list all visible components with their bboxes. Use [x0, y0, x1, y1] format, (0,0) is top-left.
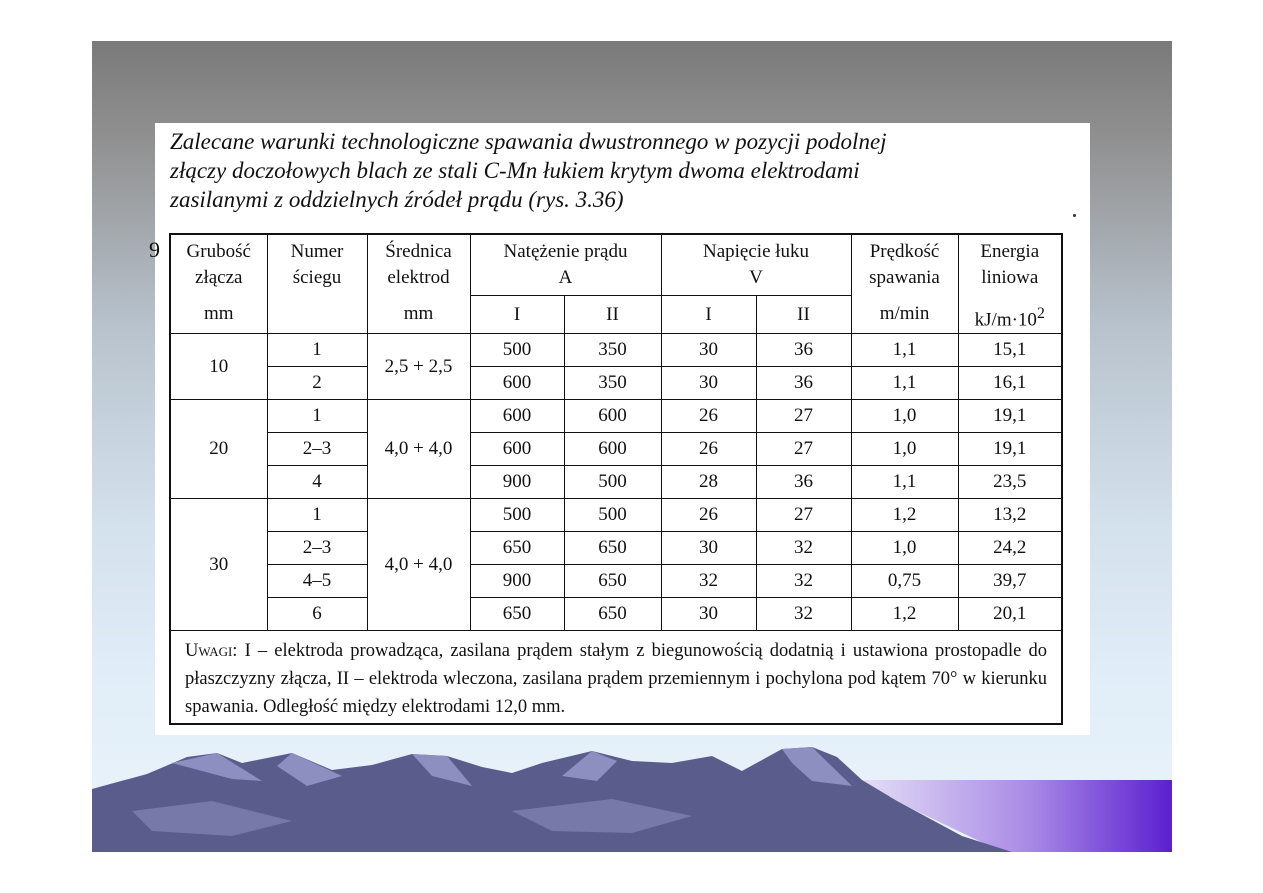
cell-speed: 1,1: [851, 334, 958, 367]
header-unit-sup: 2: [1036, 305, 1045, 322]
cell-voltage-II: 27: [756, 499, 851, 532]
cell-voltage-II: 32: [756, 532, 851, 565]
cell-speed: 1,0: [851, 433, 958, 466]
cell-srednica: 2,5 + 2,5: [367, 334, 470, 400]
header-unit: mm: [203, 303, 234, 324]
cell-energy: 19,1: [958, 433, 1062, 466]
cell-current-II: 600: [564, 400, 661, 433]
header-text: A: [558, 267, 573, 289]
table-row: [170, 598, 1062, 631]
cell-voltage-I: 26: [661, 433, 756, 466]
subheader-current-II: II: [564, 296, 661, 334]
cell-grubosc: 10: [170, 334, 267, 400]
cell-voltage-II: 27: [756, 400, 851, 433]
cell-voltage-I: 28: [661, 466, 756, 499]
header-text: spawania: [869, 267, 940, 288]
cell-voltage-I: 30: [661, 598, 756, 631]
table-row: [170, 499, 1062, 532]
cell-energy: 23,5: [958, 466, 1062, 499]
cell-current-II: 350: [564, 334, 661, 367]
cell-speed: 1,0: [851, 532, 958, 565]
table-row: [170, 466, 1062, 499]
cell-speed: 1,1: [851, 466, 958, 499]
table-row: [170, 433, 1062, 466]
cell-speed: 1,2: [851, 499, 958, 532]
cell-voltage-I: 30: [661, 334, 756, 367]
header-natezenie: [470, 234, 661, 296]
header-energia: [958, 234, 1062, 334]
header-numer: [267, 234, 367, 334]
notes-row: [170, 631, 1062, 725]
header-text: Grubość: [186, 241, 251, 262]
cell-voltage-I: 30: [661, 532, 756, 565]
cell-scieg: 4: [267, 466, 367, 499]
cell-energy: 39,7: [958, 565, 1062, 598]
subheader-voltage-I: I: [661, 296, 756, 334]
scanned-table-image: [149, 123, 1090, 735]
header-text: liniowa: [981, 267, 1039, 288]
header-unit: m/min: [879, 303, 930, 324]
cell-current-I: 900: [470, 466, 564, 499]
cell-speed: 1,0: [851, 400, 958, 433]
notes-text: I – elektroda prowadząca, zasilana prądem stałym z biegunowością dodatnią i ustawiona prostopadle do płaszczyzny złącza, II – elektroda wleczona, zasilana prądem przemiennym i pochylona pod kątem 70° w kierunku spawania. Odległość między elektrodami 12,0 mm.: [185, 641, 1048, 718]
cell-current-I: 500: [470, 499, 564, 532]
header-napiecie: [661, 234, 851, 296]
cell-speed: 0,75: [851, 565, 958, 598]
cell-scieg: 4–5: [267, 565, 367, 598]
cell-voltage-II: 36: [756, 466, 851, 499]
cell-energy: 20,1: [958, 598, 1062, 631]
header-row: [170, 234, 1062, 296]
cell-current-I: 600: [470, 433, 564, 466]
cell-current-II: 500: [564, 466, 661, 499]
cell-energy: 13,2: [958, 499, 1062, 532]
caption-line: Zalecane warunki technologiczne spawania dwustronnego w pozycji podolnej: [170, 129, 887, 154]
caption-line: zasilanymi z oddzielnych źródeł prądu (rys. 3.36): [170, 187, 624, 212]
cell-current-I: 650: [470, 598, 564, 631]
cell-scieg: 2–3: [267, 433, 367, 466]
cell-current-I: 650: [470, 532, 564, 565]
cell-current-I: 500: [470, 334, 564, 367]
header-text: Energia: [980, 241, 1040, 262]
header-text: Średnica: [385, 241, 452, 262]
cell-grubosc: 30: [170, 499, 267, 631]
header-text: Napięcie łuku: [702, 241, 810, 263]
header-text: złącza: [195, 267, 243, 288]
cell-current-II: 650: [564, 565, 661, 598]
table-body: [170, 334, 1062, 631]
cell-scieg: 2–3: [267, 532, 367, 565]
header-unit: [959, 301, 1062, 333]
cell-current-II: 650: [564, 532, 661, 565]
subheader-voltage-II: II: [756, 296, 851, 334]
header-grubosc: [170, 234, 267, 334]
cell-current-I: 600: [470, 400, 564, 433]
header-unit-text: kJ/m·10: [974, 309, 1037, 331]
cell-current-II: 650: [564, 598, 661, 631]
cell-scieg: 2: [267, 367, 367, 400]
cell-srednica: 4,0 + 4,0: [367, 499, 470, 631]
cell-srednica: 4,0 + 4,0: [367, 400, 470, 499]
cell-voltage-II: 36: [756, 367, 851, 400]
header-srednica: [367, 234, 470, 334]
scan-speck: [1073, 214, 1076, 217]
subheader-current-I: I: [470, 296, 564, 334]
cell-voltage-I: 32: [661, 565, 756, 598]
edge-digit: 9: [149, 237, 160, 262]
cell-voltage-I: 26: [661, 499, 756, 532]
cell-energy: 19,1: [958, 400, 1062, 433]
cell-current-II: 600: [564, 433, 661, 466]
header-unit: mm: [403, 303, 434, 324]
header-text: Numer: [290, 241, 344, 262]
header-text: Natężenie prądu: [503, 241, 628, 263]
notes-label: Uwagi:: [185, 641, 238, 662]
cell-speed: 1,2: [851, 598, 958, 631]
header-text: Prędkość: [869, 241, 940, 262]
table-row: [170, 532, 1062, 565]
cell-current-I: 900: [470, 565, 564, 598]
header-text: V: [749, 267, 763, 289]
cell-scieg: 1: [267, 334, 367, 367]
header-text: ściegu: [292, 267, 342, 288]
cell-voltage-II: 27: [756, 433, 851, 466]
cell-voltage-II: 32: [756, 598, 851, 631]
table-row: [170, 334, 1062, 367]
table-row: [170, 565, 1062, 598]
caption-line: złączy doczołowych blach ze stali C-Mn łukiem krytym dwoma elektrodami: [170, 158, 860, 183]
header-text: elektrod: [387, 267, 450, 288]
cell-scieg: 6: [267, 598, 367, 631]
cell-speed: 1,1: [851, 367, 958, 400]
welding-parameters-table: [169, 233, 1063, 725]
cell-scieg: 1: [267, 499, 367, 532]
cell-scieg: 1: [267, 400, 367, 433]
cell-voltage-I: 30: [661, 367, 756, 400]
table-caption: [170, 127, 1070, 214]
notes-cell: [170, 631, 1062, 725]
table-row: [170, 367, 1062, 400]
cell-voltage-I: 26: [661, 400, 756, 433]
cell-current-II: 500: [564, 499, 661, 532]
cell-grubosc: 20: [170, 400, 267, 499]
cell-energy: 15,1: [958, 334, 1062, 367]
cell-current-II: 350: [564, 367, 661, 400]
cell-current-I: 600: [470, 367, 564, 400]
table-row: [170, 400, 1062, 433]
cell-energy: 24,2: [958, 532, 1062, 565]
cell-voltage-II: 36: [756, 334, 851, 367]
header-predkosc: [851, 234, 958, 334]
cell-energy: 16,1: [958, 367, 1062, 400]
cell-voltage-II: 32: [756, 565, 851, 598]
